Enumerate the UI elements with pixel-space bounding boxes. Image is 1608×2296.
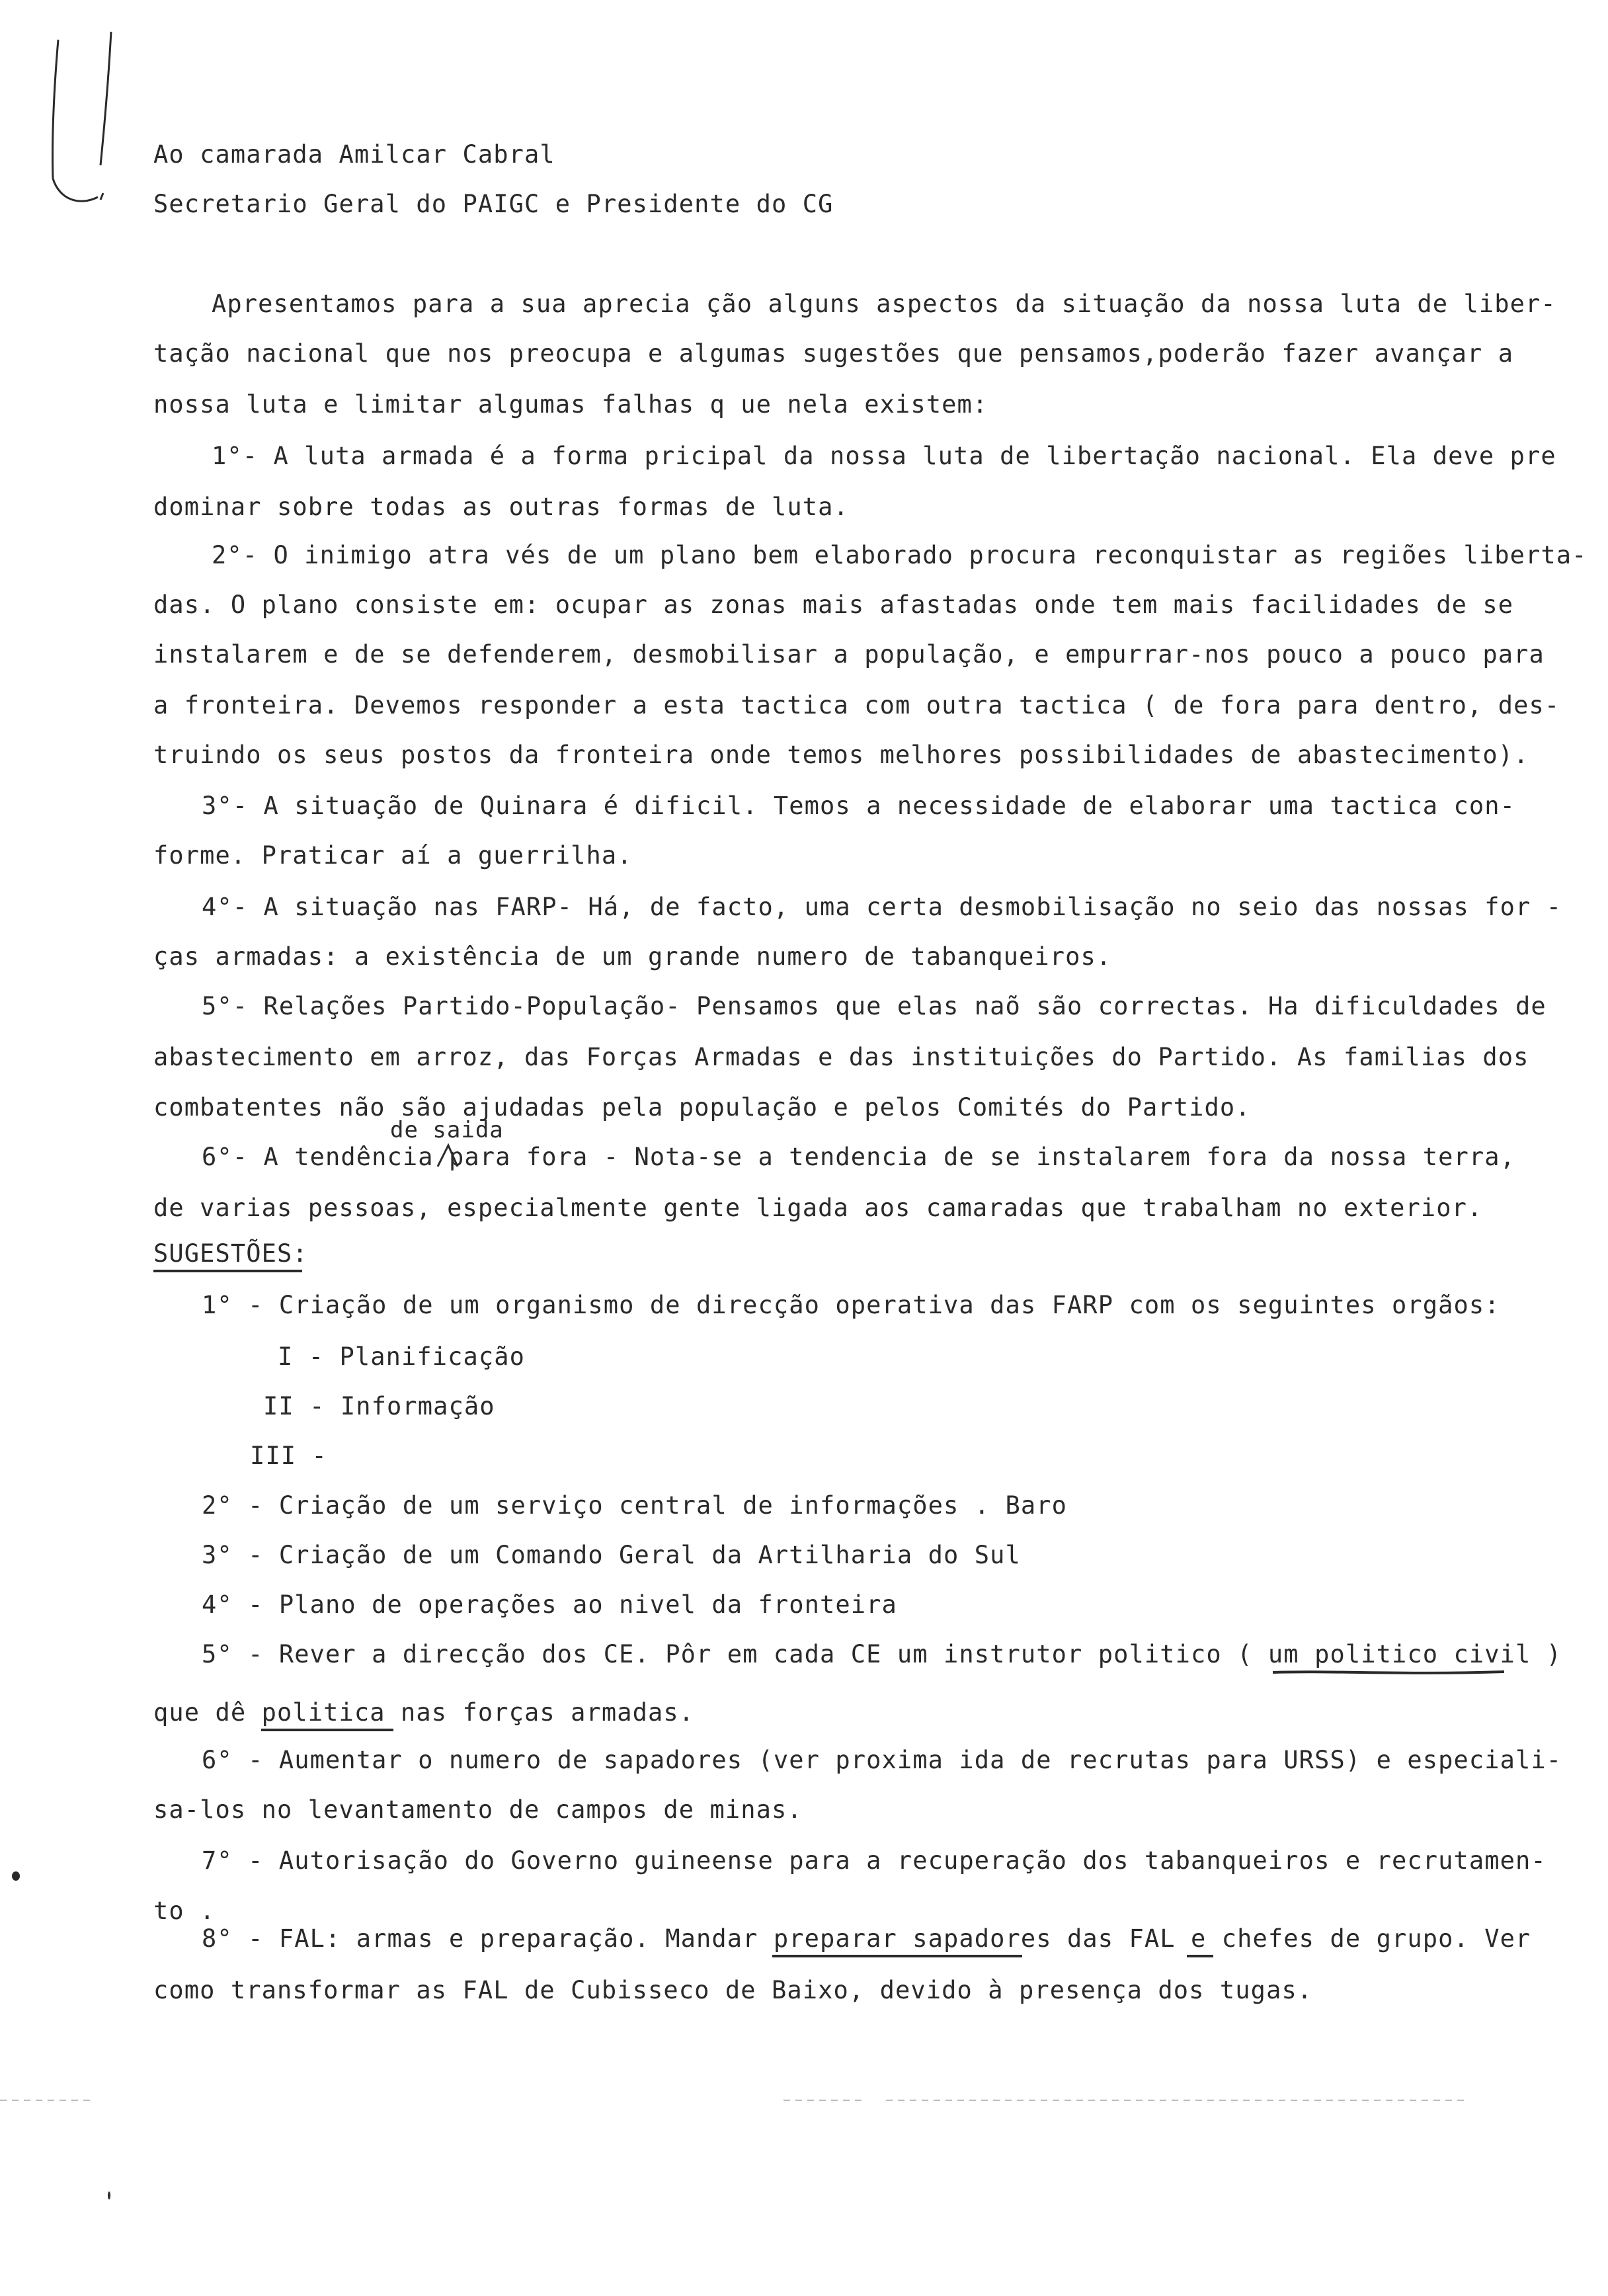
address-line: Ao camarada Amilcar Cabral bbox=[153, 140, 555, 169]
point-2-line: das. O plano consiste em: ocupar as zonas mais afastadas onde tem mais facilidades de se bbox=[153, 591, 1514, 619]
scan-artifact-line bbox=[0, 2100, 93, 2101]
point-5-line: combatentes não são ajudadas pela população e pelos Comités do Partido. bbox=[153, 1093, 1251, 1122]
handwritten-underline bbox=[1187, 1955, 1213, 1957]
intro-line: tação nacional que nos preocupa e algumas sugestões que pensamos,poderão fazer avançar a bbox=[153, 339, 1514, 368]
suggestion-5-line: 5° - Rever a direcção dos CE. Pôr em cada CE um instrutor politico ( um politico civil ) bbox=[202, 1640, 1562, 1668]
suggestion-3-line: 3° - Criação de um Comando Geral da Artilharia do Sul bbox=[202, 1541, 1021, 1569]
point-1-line: dominar sobre todas as outras formas de luta. bbox=[153, 493, 849, 521]
suggestion-1-subitem: III - bbox=[250, 1442, 327, 1470]
intro-line: Apresentamos para a sua aprecia ção alguns aspectos da situação da nossa luta de liber- bbox=[212, 290, 1556, 318]
heading-underline bbox=[153, 1270, 302, 1272]
suggestion-1-line: 1° - Criação de um organismo de direcção operativa das FARP com os seguintes orgãos: bbox=[202, 1291, 1500, 1319]
scan-artifact-line bbox=[886, 2100, 1468, 2101]
ink-speck bbox=[108, 2192, 110, 2199]
suggestion-7-line: to . bbox=[153, 1897, 216, 1925]
suggestion-1-subitem: I - Planificação bbox=[278, 1342, 526, 1371]
suggestions-heading: SUGESTÕES: bbox=[153, 1239, 308, 1268]
point-5-line: 5°- Relações Partido-População- Pensamos que elas naõ são correctas. Ha dificuldades de bbox=[202, 992, 1547, 1020]
suggestion-6-line: 6° - Aumentar o numero de sapadores (ver proxima ida de recrutas para URSS) e especiali- bbox=[202, 1746, 1562, 1774]
handwritten-underline bbox=[261, 1729, 393, 1731]
point-4-line: 4°- A situação nas FARP- Há, de facto, uma certa desmobilisação no seio das nossas for - bbox=[202, 893, 1562, 921]
handwritten-margin-mark bbox=[40, 26, 126, 212]
point-5-line: abastecimento em arroz, das Forças Armadas e das instituições do Partido. As familias dos bbox=[153, 1043, 1529, 1071]
point-3-line: 3°- A situação de Quinara é dificil. Temos a necessidade de elaborar uma tactica con- bbox=[202, 792, 1515, 820]
suggestion-7-line: 7° - Autorisação do Governo guineense para a recuperação dos tabanqueiros e recrutamen- bbox=[202, 1846, 1547, 1875]
point-1-line: 1°- A luta armada é a forma pricipal da nossa luta de libertação nacional. Ela deve pre bbox=[212, 442, 1556, 470]
ink-speck bbox=[12, 1871, 20, 1881]
handwritten-underline bbox=[772, 1955, 1022, 1957]
scan-artifact-line bbox=[784, 2100, 863, 2101]
suggestion-1-subitem: II - Informação bbox=[263, 1392, 495, 1420]
suggestion-2-line: 2° - Criação de um serviço central de informações . Baro bbox=[202, 1491, 1068, 1520]
suggestion-8-line: 8° - FAL: armas e preparação. Mandar preparar sapadores das FAL e chefes de grupo. Ver bbox=[202, 1924, 1531, 1953]
handwritten-insertion: de saida bbox=[390, 1117, 504, 1143]
address-line: Secretario Geral do PAIGC e Presidente do CG bbox=[153, 190, 834, 218]
suggestion-5-line: que dê politica nas forças armadas. bbox=[153, 1698, 695, 1727]
point-2-line: truindo os seus postos da fronteira onde temos melhores possibilidades de abastecimento). bbox=[153, 741, 1529, 769]
point-6-line: 6°- A tendência para fora - Nota-se a tendencia de se instalarem fora da nossa terra, bbox=[202, 1143, 1515, 1171]
point-2-line: instalarem e de se defenderem, desmobilisar a população, e empurrar-nos pouco a pouco para bbox=[153, 640, 1545, 669]
handwritten-underline bbox=[1273, 1669, 1504, 1676]
point-2-line: 2°- O inimigo atra vés de um plano bem elaborado procura reconquistar as regiões liberta- bbox=[212, 541, 1588, 569]
suggestion-6-line: sa-los no levantamento de campos de minas. bbox=[153, 1795, 803, 1824]
suggestion-8-line: como transformar as FAL de Cubisseco de Baixo, devido à presença dos tugas. bbox=[153, 1976, 1313, 2004]
point-2-line: a fronteira. Devemos responder a esta tactica com outra tactica ( de fora para dentro, des- bbox=[153, 691, 1560, 719]
point-4-line: ças armadas: a existência de um grande numero de tabanqueiros. bbox=[153, 942, 1112, 971]
point-3-line: forme. Praticar aí a guerrilha. bbox=[153, 841, 633, 870]
point-6-line: de varias pessoas, especialmente gente ligada aos camaradas que trabalham no exterior. bbox=[153, 1194, 1483, 1222]
suggestion-4-line: 4° - Plano de operações ao nivel da fronteira bbox=[202, 1590, 897, 1619]
intro-line: nossa luta e limitar algumas falhas q ue nela existem: bbox=[153, 390, 988, 419]
